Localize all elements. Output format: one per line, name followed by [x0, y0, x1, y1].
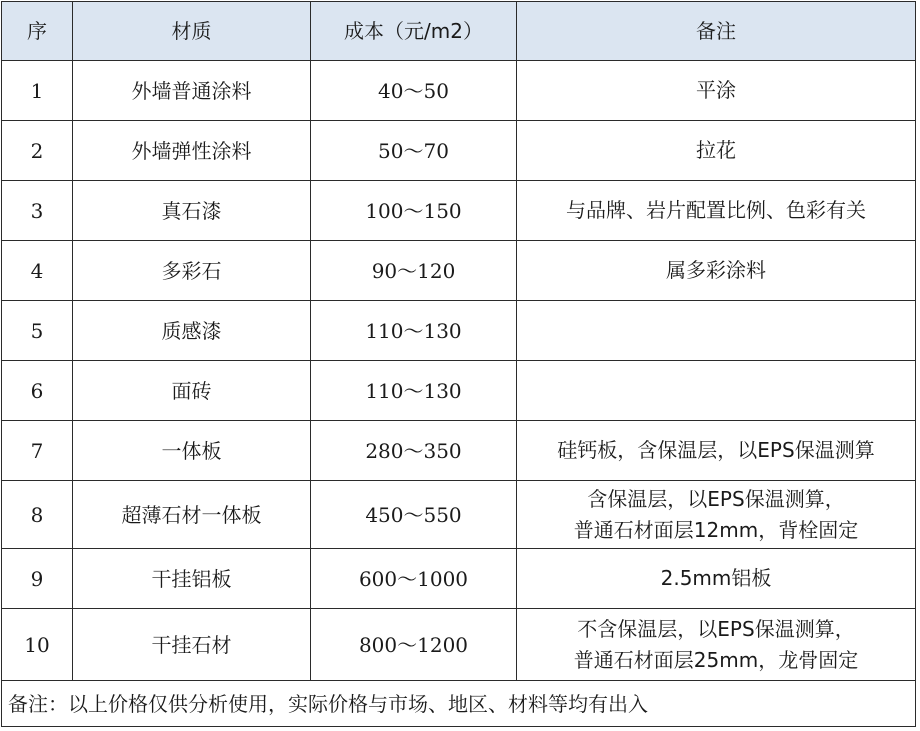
- table-row: [2, 61, 916, 121]
- cell-remark: [517, 549, 916, 609]
- header-row: [2, 2, 916, 61]
- material-cost-table: [1, 1, 916, 727]
- remark-line: 2.5mm铝板: [660, 566, 772, 590]
- cell-seq: 7: [2, 421, 73, 481]
- table-row: [2, 361, 916, 421]
- cell-remark: [517, 301, 916, 361]
- cell-cost: 600～1000: [311, 549, 517, 609]
- table-body: [2, 61, 916, 681]
- cell-cost: 800～1200: [311, 609, 517, 681]
- remark-line: 普通石材面层12mm，背栓固定: [573, 517, 859, 542]
- cell-remark: [517, 421, 916, 481]
- cell-remark: [517, 361, 916, 421]
- cell-seq: 2: [2, 121, 73, 181]
- cell-remark: [517, 609, 916, 681]
- cell-material: 外墙弹性涂料: [73, 121, 311, 181]
- remark-line: 不含保温层，以EPS保温测算，: [577, 616, 855, 641]
- cell-material: 外墙普通涂料: [73, 61, 311, 121]
- remark-line: 平涂: [696, 78, 736, 102]
- cell-material: 一体板: [73, 421, 311, 481]
- cell-cost: 110～130: [311, 301, 517, 361]
- cell-material: 干挂铝板: [73, 549, 311, 609]
- header-seq: 序: [2, 2, 73, 61]
- cell-seq: 6: [2, 361, 73, 421]
- cell-seq: 5: [2, 301, 73, 361]
- cell-cost: 50～70: [311, 121, 517, 181]
- cell-cost: 280～350: [311, 421, 517, 481]
- table-row: [2, 181, 916, 241]
- cell-seq: 8: [2, 481, 73, 549]
- cell-seq: 1: [2, 61, 73, 121]
- remark-line: 属多彩涂料: [666, 258, 766, 282]
- table-row: [2, 549, 916, 609]
- table-row: [2, 301, 916, 361]
- cell-seq: 10: [2, 609, 73, 681]
- cost-table-container: [1, 1, 916, 727]
- footer-note: 备注：以上价格仅供分析使用，实际价格与市场、地区、材料等均有出入: [2, 681, 916, 727]
- cell-seq: 4: [2, 241, 73, 301]
- cell-remark: [517, 61, 916, 121]
- header-cost: 成本（元/m2）: [311, 2, 517, 61]
- remark-line: 拉花: [696, 138, 736, 162]
- cell-cost: 100～150: [311, 181, 517, 241]
- remark-line: 普通石材面层25mm，龙骨固定: [573, 647, 859, 672]
- cell-remark: [517, 241, 916, 301]
- cell-remark: [517, 121, 916, 181]
- cell-cost: 450～550: [311, 481, 517, 549]
- cell-cost: 90～120: [311, 241, 517, 301]
- cell-material: 真石漆: [73, 181, 311, 241]
- cell-seq: 3: [2, 181, 73, 241]
- cell-remark: [517, 181, 916, 241]
- footer-row: [2, 681, 916, 727]
- remark-line: 与品牌、岩片配置比例、色彩有关: [566, 198, 866, 222]
- cell-cost: 110～130: [311, 361, 517, 421]
- table-row: [2, 481, 916, 549]
- cell-material: 多彩石: [73, 241, 311, 301]
- table-row: [2, 121, 916, 181]
- remark-line: 含保温层，以EPS保温测算，: [587, 486, 845, 511]
- cell-seq: 9: [2, 549, 73, 609]
- table-row: [2, 421, 916, 481]
- remark-line: 硅钙板，含保温层，以EPS保温测算: [557, 438, 875, 462]
- cell-material: 质感漆: [73, 301, 311, 361]
- cell-remark: [517, 481, 916, 549]
- cell-material: 超薄石材一体板: [73, 481, 311, 549]
- table-row: [2, 241, 916, 301]
- table-row: [2, 609, 916, 681]
- cell-cost: 40～50: [311, 61, 517, 121]
- cell-material: 干挂石材: [73, 609, 311, 681]
- cell-material: 面砖: [73, 361, 311, 421]
- header-remark: 备注: [517, 2, 916, 61]
- header-material: 材质: [73, 2, 311, 61]
